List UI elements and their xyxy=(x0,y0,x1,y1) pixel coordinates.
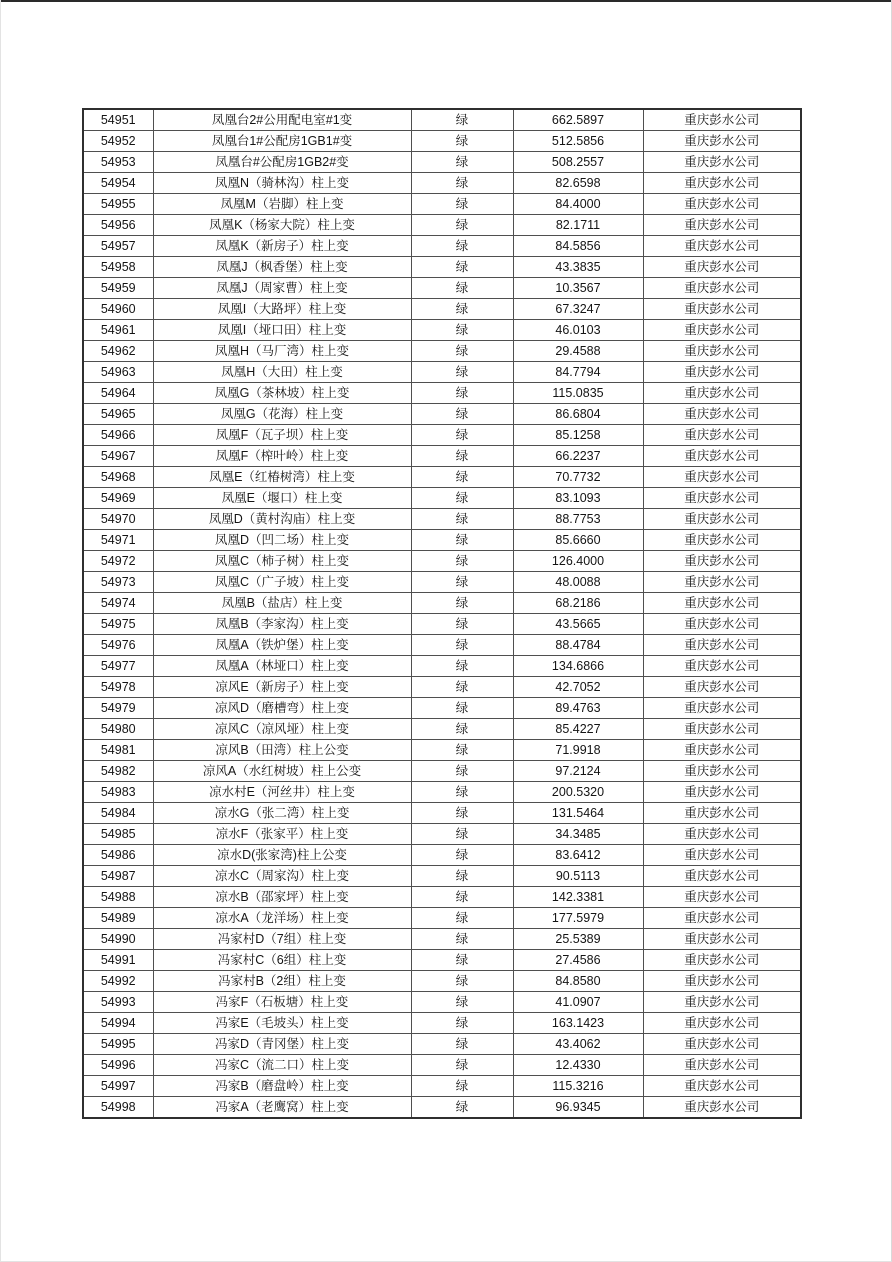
table-row xyxy=(83,1076,801,1097)
cell-station-name: 凤凰M（岩脚）柱上变 xyxy=(153,194,411,215)
cell-record-id: 54976 xyxy=(83,635,153,656)
cell-reading-value: 88.7753 xyxy=(513,509,643,530)
cell-company-name: 重庆彭水公司 xyxy=(643,278,801,299)
cell-company-name: 重庆彭水公司 xyxy=(643,215,801,236)
cell-company-name: 重庆彭水公司 xyxy=(643,404,801,425)
cell-record-id: 54983 xyxy=(83,782,153,803)
cell-company-name: 重庆彭水公司 xyxy=(643,173,801,194)
table-row xyxy=(83,152,801,173)
table-row xyxy=(83,1055,801,1076)
table-row xyxy=(83,740,801,761)
cell-company-name: 重庆彭水公司 xyxy=(643,593,801,614)
cell-company-name: 重庆彭水公司 xyxy=(643,236,801,257)
cell-reading-value: 42.7052 xyxy=(513,677,643,698)
cell-record-id: 54954 xyxy=(83,173,153,194)
cell-reading-value: 84.7794 xyxy=(513,362,643,383)
cell-station-name: 凤凰E（堰口）柱上变 xyxy=(153,488,411,509)
cell-company-name: 重庆彭水公司 xyxy=(643,845,801,866)
cell-station-name: 凉风A（水红树坡）柱上公变 xyxy=(153,761,411,782)
table-body xyxy=(83,109,801,1118)
cell-company-name: 重庆彭水公司 xyxy=(643,109,801,131)
cell-station-name: 凤凰D（黄村沟庙）柱上变 xyxy=(153,509,411,530)
cell-status: 绿 xyxy=(411,950,513,971)
cell-record-id: 54978 xyxy=(83,677,153,698)
cell-status: 绿 xyxy=(411,971,513,992)
cell-status: 绿 xyxy=(411,509,513,530)
cell-company-name: 重庆彭水公司 xyxy=(643,761,801,782)
cell-record-id: 54952 xyxy=(83,131,153,152)
cell-company-name: 重庆彭水公司 xyxy=(643,782,801,803)
table-row xyxy=(83,614,801,635)
cell-status: 绿 xyxy=(411,299,513,320)
cell-company-name: 重庆彭水公司 xyxy=(643,1013,801,1034)
cell-company-name: 重庆彭水公司 xyxy=(643,257,801,278)
cell-status: 绿 xyxy=(411,383,513,404)
cell-company-name: 重庆彭水公司 xyxy=(643,656,801,677)
cell-status: 绿 xyxy=(411,488,513,509)
cell-record-id: 54990 xyxy=(83,929,153,950)
table-row xyxy=(83,236,801,257)
cell-status: 绿 xyxy=(411,362,513,383)
cell-status: 绿 xyxy=(411,782,513,803)
cell-station-name: 凉水村E（河丝井）柱上变 xyxy=(153,782,411,803)
cell-company-name: 重庆彭水公司 xyxy=(643,425,801,446)
cell-station-name: 冯家B（磨盘岭）柱上变 xyxy=(153,1076,411,1097)
cell-record-id: 54987 xyxy=(83,866,153,887)
cell-status: 绿 xyxy=(411,635,513,656)
cell-status: 绿 xyxy=(411,236,513,257)
cell-company-name: 重庆彭水公司 xyxy=(643,698,801,719)
cell-reading-value: 89.4763 xyxy=(513,698,643,719)
cell-station-name: 凤凰E（红椿树湾）柱上变 xyxy=(153,467,411,488)
cell-record-id: 54956 xyxy=(83,215,153,236)
cell-reading-value: 85.1258 xyxy=(513,425,643,446)
cell-reading-value: 85.4227 xyxy=(513,719,643,740)
cell-status: 绿 xyxy=(411,803,513,824)
table-row xyxy=(83,257,801,278)
cell-record-id: 54966 xyxy=(83,425,153,446)
cell-reading-value: 200.5320 xyxy=(513,782,643,803)
cell-reading-value: 177.5979 xyxy=(513,908,643,929)
cell-reading-value: 82.6598 xyxy=(513,173,643,194)
cell-status: 绿 xyxy=(411,320,513,341)
cell-record-id: 54970 xyxy=(83,509,153,530)
cell-station-name: 凤凰B（李家沟）柱上变 xyxy=(153,614,411,635)
cell-reading-value: 66.2237 xyxy=(513,446,643,467)
cell-company-name: 重庆彭水公司 xyxy=(643,1055,801,1076)
cell-reading-value: 83.1093 xyxy=(513,488,643,509)
cell-company-name: 重庆彭水公司 xyxy=(643,719,801,740)
cell-reading-value: 126.4000 xyxy=(513,551,643,572)
cell-station-name: 凉风D（磨槽弯）柱上变 xyxy=(153,698,411,719)
cell-station-name: 冯家村D（7组）柱上变 xyxy=(153,929,411,950)
cell-station-name: 凤凰C（柿子树）柱上变 xyxy=(153,551,411,572)
cell-company-name: 重庆彭水公司 xyxy=(643,971,801,992)
cell-station-name: 凤凰I（垭口田）柱上变 xyxy=(153,320,411,341)
cell-record-id: 54979 xyxy=(83,698,153,719)
table-row xyxy=(83,782,801,803)
cell-company-name: 重庆彭水公司 xyxy=(643,635,801,656)
table-row xyxy=(83,215,801,236)
cell-company-name: 重庆彭水公司 xyxy=(643,320,801,341)
cell-reading-value: 71.9918 xyxy=(513,740,643,761)
cell-station-name: 冯家D（青冈堡）柱上变 xyxy=(153,1034,411,1055)
cell-status: 绿 xyxy=(411,1076,513,1097)
cell-status: 绿 xyxy=(411,761,513,782)
cell-status: 绿 xyxy=(411,131,513,152)
cell-record-id: 54972 xyxy=(83,551,153,572)
table-row xyxy=(83,635,801,656)
cell-reading-value: 25.5389 xyxy=(513,929,643,950)
cell-status: 绿 xyxy=(411,908,513,929)
cell-station-name: 凉风C（凉风垭）柱上变 xyxy=(153,719,411,740)
table-row xyxy=(83,341,801,362)
cell-record-id: 54984 xyxy=(83,803,153,824)
cell-company-name: 重庆彭水公司 xyxy=(643,1034,801,1055)
table-row xyxy=(83,866,801,887)
table-row xyxy=(83,278,801,299)
table-row xyxy=(83,929,801,950)
cell-record-id: 54985 xyxy=(83,824,153,845)
window-top-edge xyxy=(0,0,892,2)
cell-station-name: 冯家村C（6组）柱上变 xyxy=(153,950,411,971)
table-row xyxy=(83,194,801,215)
cell-station-name: 凤凰台1#公配房1GB1#变 xyxy=(153,131,411,152)
table-row xyxy=(83,404,801,425)
cell-reading-value: 43.3835 xyxy=(513,257,643,278)
table-row xyxy=(83,677,801,698)
cell-reading-value: 131.5464 xyxy=(513,803,643,824)
cell-station-name: 凤凰J（周家曹）柱上变 xyxy=(153,278,411,299)
cell-company-name: 重庆彭水公司 xyxy=(643,824,801,845)
cell-status: 绿 xyxy=(411,593,513,614)
cell-company-name: 重庆彭水公司 xyxy=(643,467,801,488)
cell-record-id: 54989 xyxy=(83,908,153,929)
cell-company-name: 重庆彭水公司 xyxy=(643,446,801,467)
cell-reading-value: 27.4586 xyxy=(513,950,643,971)
cell-reading-value: 70.7732 xyxy=(513,467,643,488)
table-row xyxy=(83,845,801,866)
cell-status: 绿 xyxy=(411,740,513,761)
cell-station-name: 凉水C（周家沟）柱上变 xyxy=(153,866,411,887)
table-row xyxy=(83,950,801,971)
cell-station-name: 凤凰台#公配房1GB2#变 xyxy=(153,152,411,173)
cell-status: 绿 xyxy=(411,1097,513,1119)
table-row xyxy=(83,509,801,530)
cell-reading-value: 41.0907 xyxy=(513,992,643,1013)
cell-status: 绿 xyxy=(411,719,513,740)
cell-company-name: 重庆彭水公司 xyxy=(643,299,801,320)
cell-status: 绿 xyxy=(411,257,513,278)
cell-record-id: 54953 xyxy=(83,152,153,173)
cell-reading-value: 96.9345 xyxy=(513,1097,643,1119)
table-row xyxy=(83,824,801,845)
cell-reading-value: 115.3216 xyxy=(513,1076,643,1097)
cell-reading-value: 67.3247 xyxy=(513,299,643,320)
table-row xyxy=(83,551,801,572)
cell-company-name: 重庆彭水公司 xyxy=(643,509,801,530)
cell-status: 绿 xyxy=(411,467,513,488)
cell-company-name: 重庆彭水公司 xyxy=(643,950,801,971)
cell-record-id: 54973 xyxy=(83,572,153,593)
cell-reading-value: 86.6804 xyxy=(513,404,643,425)
cell-status: 绿 xyxy=(411,929,513,950)
cell-station-name: 凤凰台2#公用配电室#1变 xyxy=(153,109,411,131)
cell-status: 绿 xyxy=(411,530,513,551)
cell-record-id: 54977 xyxy=(83,656,153,677)
table-row xyxy=(83,383,801,404)
cell-company-name: 重庆彭水公司 xyxy=(643,887,801,908)
cell-record-id: 54981 xyxy=(83,740,153,761)
cell-station-name: 凤凰C（广子坡）柱上变 xyxy=(153,572,411,593)
cell-reading-value: 82.1711 xyxy=(513,215,643,236)
cell-company-name: 重庆彭水公司 xyxy=(643,530,801,551)
cell-record-id: 54955 xyxy=(83,194,153,215)
cell-station-name: 冯家A（老鹰窝）柱上变 xyxy=(153,1097,411,1119)
cell-record-id: 54994 xyxy=(83,1013,153,1034)
cell-station-name: 凉风B（田湾）柱上公变 xyxy=(153,740,411,761)
table-row xyxy=(83,320,801,341)
cell-reading-value: 85.6660 xyxy=(513,530,643,551)
cell-reading-value: 29.4588 xyxy=(513,341,643,362)
cell-record-id: 54996 xyxy=(83,1055,153,1076)
cell-record-id: 54960 xyxy=(83,299,153,320)
cell-reading-value: 97.2124 xyxy=(513,761,643,782)
cell-reading-value: 90.5113 xyxy=(513,866,643,887)
cell-reading-value: 84.4000 xyxy=(513,194,643,215)
cell-record-id: 54961 xyxy=(83,320,153,341)
cell-station-name: 凉水D(张家湾)柱上公变 xyxy=(153,845,411,866)
cell-station-name: 凉水F（张家平）柱上变 xyxy=(153,824,411,845)
cell-company-name: 重庆彭水公司 xyxy=(643,929,801,950)
cell-station-name: 凤凰K（新房子）柱上变 xyxy=(153,236,411,257)
cell-record-id: 54971 xyxy=(83,530,153,551)
cell-status: 绿 xyxy=(411,341,513,362)
table-row xyxy=(83,572,801,593)
cell-record-id: 54993 xyxy=(83,992,153,1013)
cell-station-name: 凤凰F（瓦子坝）柱上变 xyxy=(153,425,411,446)
cell-status: 绿 xyxy=(411,215,513,236)
table-row xyxy=(83,803,801,824)
cell-reading-value: 12.4330 xyxy=(513,1055,643,1076)
cell-station-name: 凤凰D（凹二场）柱上变 xyxy=(153,530,411,551)
transformer-data-table xyxy=(82,108,802,1119)
cell-record-id: 54992 xyxy=(83,971,153,992)
cell-station-name: 凤凰H（马厂湾）柱上变 xyxy=(153,341,411,362)
cell-company-name: 重庆彭水公司 xyxy=(643,194,801,215)
cell-station-name: 冯家F（石板塘）柱上变 xyxy=(153,992,411,1013)
cell-company-name: 重庆彭水公司 xyxy=(643,908,801,929)
cell-company-name: 重庆彭水公司 xyxy=(643,341,801,362)
cell-company-name: 重庆彭水公司 xyxy=(643,1097,801,1119)
cell-status: 绿 xyxy=(411,404,513,425)
cell-station-name: 凤凰G（花海）柱上变 xyxy=(153,404,411,425)
cell-station-name: 凤凰F（榨叶岭）柱上变 xyxy=(153,446,411,467)
cell-status: 绿 xyxy=(411,866,513,887)
cell-station-name: 冯家E（毛坡头）柱上变 xyxy=(153,1013,411,1034)
cell-company-name: 重庆彭水公司 xyxy=(643,740,801,761)
cell-station-name: 凉水B（邵家坪）柱上变 xyxy=(153,887,411,908)
cell-company-name: 重庆彭水公司 xyxy=(643,1076,801,1097)
table-row xyxy=(83,593,801,614)
table-row xyxy=(83,467,801,488)
cell-status: 绿 xyxy=(411,194,513,215)
table-row xyxy=(83,761,801,782)
table-row xyxy=(83,425,801,446)
cell-station-name: 凤凰G（茶林坡）柱上变 xyxy=(153,383,411,404)
table-row xyxy=(83,109,801,131)
cell-record-id: 54969 xyxy=(83,488,153,509)
cell-station-name: 凤凰A（林垭口）柱上变 xyxy=(153,656,411,677)
cell-reading-value: 68.2186 xyxy=(513,593,643,614)
cell-station-name: 凉水G（张二湾）柱上变 xyxy=(153,803,411,824)
cell-status: 绿 xyxy=(411,1034,513,1055)
cell-reading-value: 115.0835 xyxy=(513,383,643,404)
cell-record-id: 54988 xyxy=(83,887,153,908)
table-row xyxy=(83,992,801,1013)
table-row xyxy=(83,1097,801,1119)
cell-company-name: 重庆彭水公司 xyxy=(643,152,801,173)
table-row xyxy=(83,1034,801,1055)
cell-status: 绿 xyxy=(411,1055,513,1076)
cell-company-name: 重庆彭水公司 xyxy=(643,362,801,383)
cell-status: 绿 xyxy=(411,656,513,677)
cell-company-name: 重庆彭水公司 xyxy=(643,803,801,824)
cell-company-name: 重庆彭水公司 xyxy=(643,614,801,635)
cell-station-name: 凤凰A（铁炉堡）柱上变 xyxy=(153,635,411,656)
cell-reading-value: 46.0103 xyxy=(513,320,643,341)
cell-status: 绿 xyxy=(411,173,513,194)
cell-reading-value: 34.3485 xyxy=(513,824,643,845)
cell-reading-value: 88.4784 xyxy=(513,635,643,656)
cell-reading-value: 134.6866 xyxy=(513,656,643,677)
cell-station-name: 凤凰B（盐店）柱上变 xyxy=(153,593,411,614)
cell-station-name: 凤凰H（大田）柱上变 xyxy=(153,362,411,383)
cell-company-name: 重庆彭水公司 xyxy=(643,551,801,572)
cell-station-name: 凉水A（龙洋场）柱上变 xyxy=(153,908,411,929)
table-row xyxy=(83,887,801,908)
cell-company-name: 重庆彭水公司 xyxy=(643,383,801,404)
cell-station-name: 凤凰N（骑林沟）柱上变 xyxy=(153,173,411,194)
table-row xyxy=(83,719,801,740)
table-row xyxy=(83,173,801,194)
cell-record-id: 54963 xyxy=(83,362,153,383)
cell-status: 绿 xyxy=(411,551,513,572)
cell-status: 绿 xyxy=(411,992,513,1013)
cell-company-name: 重庆彭水公司 xyxy=(643,992,801,1013)
cell-status: 绿 xyxy=(411,824,513,845)
cell-record-id: 54982 xyxy=(83,761,153,782)
cell-company-name: 重庆彭水公司 xyxy=(643,131,801,152)
cell-reading-value: 662.5897 xyxy=(513,109,643,131)
cell-reading-value: 10.3567 xyxy=(513,278,643,299)
table-row xyxy=(83,656,801,677)
cell-record-id: 54967 xyxy=(83,446,153,467)
cell-record-id: 54968 xyxy=(83,467,153,488)
cell-record-id: 54959 xyxy=(83,278,153,299)
cell-status: 绿 xyxy=(411,446,513,467)
cell-reading-value: 84.8580 xyxy=(513,971,643,992)
cell-record-id: 54957 xyxy=(83,236,153,257)
cell-reading-value: 163.1423 xyxy=(513,1013,643,1034)
cell-status: 绿 xyxy=(411,698,513,719)
cell-reading-value: 83.6412 xyxy=(513,845,643,866)
cell-reading-value: 43.4062 xyxy=(513,1034,643,1055)
cell-record-id: 54962 xyxy=(83,341,153,362)
cell-record-id: 54965 xyxy=(83,404,153,425)
cell-station-name: 冯家村B（2组）柱上变 xyxy=(153,971,411,992)
cell-station-name: 冯家C（流二口）柱上变 xyxy=(153,1055,411,1076)
cell-record-id: 54995 xyxy=(83,1034,153,1055)
cell-record-id: 54991 xyxy=(83,950,153,971)
cell-status: 绿 xyxy=(411,1013,513,1034)
cell-status: 绿 xyxy=(411,887,513,908)
cell-record-id: 54975 xyxy=(83,614,153,635)
cell-status: 绿 xyxy=(411,677,513,698)
table-row xyxy=(83,446,801,467)
cell-record-id: 54998 xyxy=(83,1097,153,1119)
cell-record-id: 54964 xyxy=(83,383,153,404)
cell-status: 绿 xyxy=(411,278,513,299)
table-row xyxy=(83,488,801,509)
cell-station-name: 凉风E（新房子）柱上变 xyxy=(153,677,411,698)
cell-record-id: 54980 xyxy=(83,719,153,740)
cell-record-id: 54958 xyxy=(83,257,153,278)
table-row xyxy=(83,131,801,152)
table-row xyxy=(83,299,801,320)
cell-status: 绿 xyxy=(411,572,513,593)
cell-status: 绿 xyxy=(411,845,513,866)
cell-status: 绿 xyxy=(411,425,513,446)
cell-company-name: 重庆彭水公司 xyxy=(643,677,801,698)
cell-reading-value: 512.5856 xyxy=(513,131,643,152)
cell-reading-value: 84.5856 xyxy=(513,236,643,257)
cell-record-id: 54951 xyxy=(83,109,153,131)
cell-status: 绿 xyxy=(411,152,513,173)
cell-reading-value: 142.3381 xyxy=(513,887,643,908)
cell-company-name: 重庆彭水公司 xyxy=(643,572,801,593)
cell-station-name: 凤凰I（大路坪）柱上变 xyxy=(153,299,411,320)
table-row xyxy=(83,908,801,929)
table-row xyxy=(83,971,801,992)
cell-reading-value: 48.0088 xyxy=(513,572,643,593)
cell-record-id: 54974 xyxy=(83,593,153,614)
table-row xyxy=(83,530,801,551)
cell-status: 绿 xyxy=(411,109,513,131)
cell-station-name: 凤凰K（杨家大院）柱上变 xyxy=(153,215,411,236)
cell-reading-value: 508.2557 xyxy=(513,152,643,173)
cell-record-id: 54997 xyxy=(83,1076,153,1097)
table-row xyxy=(83,362,801,383)
cell-company-name: 重庆彭水公司 xyxy=(643,866,801,887)
cell-reading-value: 43.5665 xyxy=(513,614,643,635)
cell-station-name: 凤凰J（枫香堡）柱上变 xyxy=(153,257,411,278)
cell-status: 绿 xyxy=(411,614,513,635)
cell-record-id: 54986 xyxy=(83,845,153,866)
cell-company-name: 重庆彭水公司 xyxy=(643,488,801,509)
table-row xyxy=(83,698,801,719)
table-row xyxy=(83,1013,801,1034)
